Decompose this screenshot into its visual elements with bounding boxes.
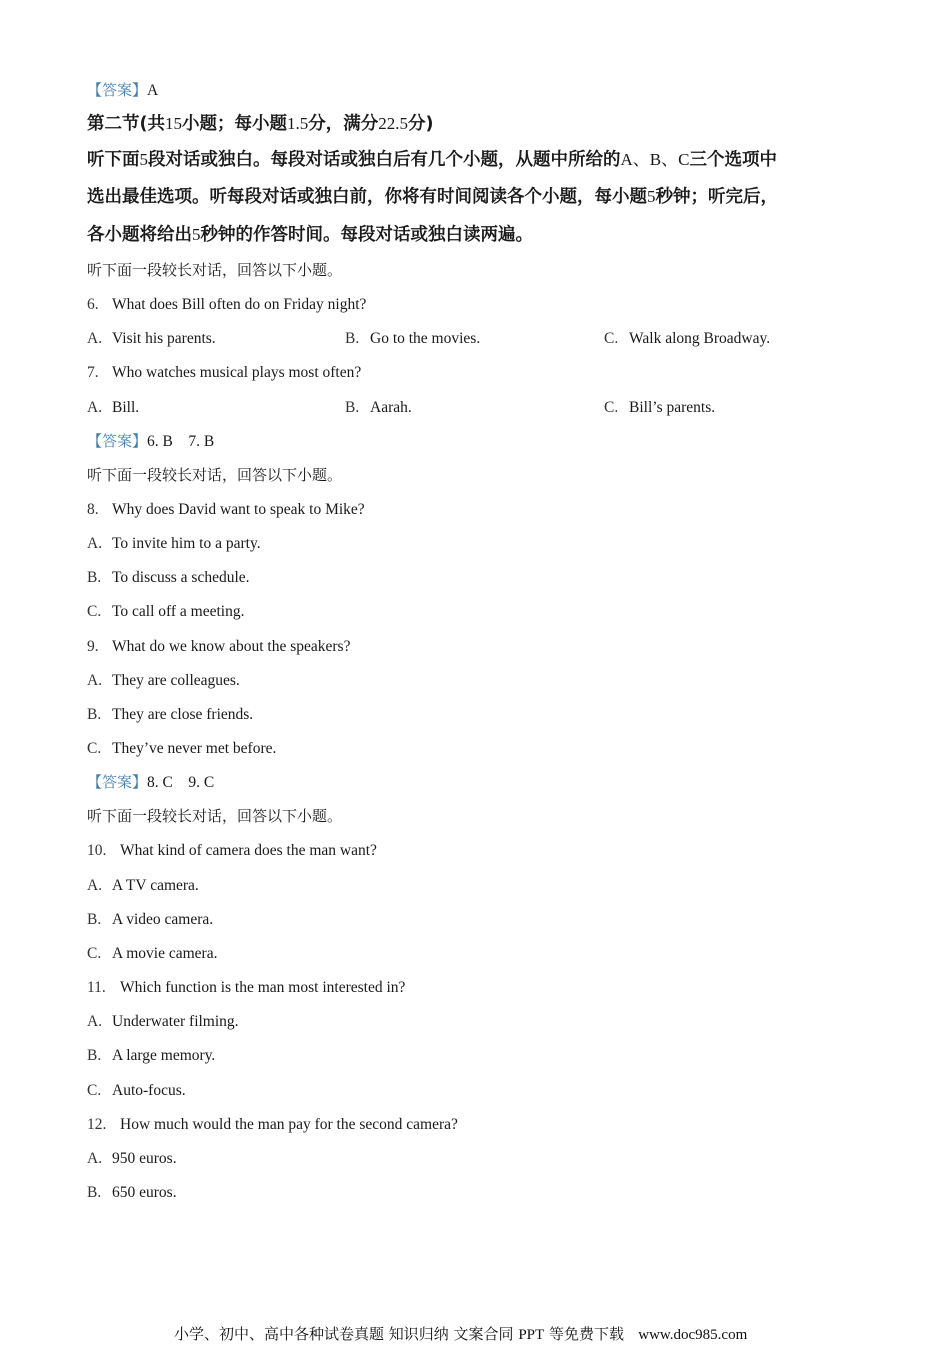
group-prompt: 听下面一段较长对话，回答以下小题。 [87, 807, 343, 825]
instruction-text: 听下面 [87, 150, 140, 170]
section-heading [87, 113, 434, 135]
option-letter: B. [87, 911, 102, 928]
option-c [87, 944, 217, 964]
option-b [345, 329, 480, 349]
option-text: They are close friends. [112, 706, 254, 723]
question-number: 12. [87, 1116, 107, 1133]
instruction-number: 5 [139, 150, 148, 169]
question-text: What kind of camera does the man want? [120, 842, 377, 859]
question-10 [87, 841, 377, 861]
section-count: 15 [165, 114, 182, 133]
option-a [87, 876, 199, 896]
question-number: 10. [87, 842, 107, 859]
question-text: Which function is the man most interested in? [120, 979, 406, 996]
question-8 [87, 500, 365, 520]
answer-line [87, 772, 214, 793]
option-a [87, 398, 139, 418]
option-text: Bill. [112, 399, 140, 416]
option-c [604, 398, 715, 418]
option-a [87, 329, 216, 349]
question-number: 7. [87, 364, 99, 381]
section-per-score: 1.5 [287, 114, 309, 133]
option-c [87, 739, 276, 759]
instruction-line-2 [87, 186, 778, 208]
option-text: Go to the movies. [370, 330, 481, 347]
option-letter: C. [87, 945, 102, 962]
instruction-text: 秒钟的作答时间。每段对话或独白读两遍。 [200, 225, 533, 245]
option-a [87, 671, 240, 691]
option-letter: A. [87, 399, 103, 416]
option-letter: A. [87, 672, 103, 689]
option-letter: A. [87, 535, 103, 552]
section-total-score: 22.5 [378, 114, 408, 133]
option-b [345, 398, 412, 418]
option-text: Walk along Broadway. [629, 330, 771, 347]
instruction-number: 5 [647, 187, 656, 206]
answer-tag: 【答案】 [87, 432, 148, 450]
option-a [87, 1149, 177, 1169]
option-text: Underwater filming. [112, 1013, 239, 1030]
group-prompt: 听下面一段较长对话，回答以下小题。 [87, 466, 343, 484]
instruction-number: 5 [192, 225, 201, 244]
option-letter: C. [604, 399, 619, 416]
option-b [87, 910, 213, 930]
option-c [604, 329, 770, 349]
option-letter: A. [87, 330, 103, 347]
answer-tag: 【答案】 [87, 773, 148, 791]
footer-url-link[interactable]: www.doc985.com [638, 1327, 748, 1343]
instruction-text: 秒钟；听完后， [655, 187, 778, 207]
option-b [87, 568, 250, 588]
question-9 [87, 637, 350, 657]
footer-text: 小学、初中、高中各种试卷真题 知识归纳 文案合同 [174, 1325, 519, 1343]
option-text: A movie camera. [112, 945, 218, 962]
question-number: 8. [87, 501, 99, 518]
instruction-text: 各小题将给出 [87, 225, 192, 245]
answer-value: A [147, 82, 159, 99]
option-text: Visit his parents. [112, 330, 216, 347]
option-a [87, 1012, 239, 1032]
option-letter: B. [345, 399, 360, 416]
option-text: They are colleagues. [112, 672, 240, 689]
question-number: 11. [87, 979, 106, 996]
answer-line [87, 431, 214, 452]
question-text: Who watches musical plays most often? [112, 364, 362, 381]
question-number: 9. [87, 638, 99, 655]
section-title-part: 第二节(共 [87, 114, 165, 134]
instruction-text: 选出最佳选项。听每段对话或独白前，你将有时间阅读各个小题，每小题 [87, 187, 647, 207]
answer-line-top [87, 80, 158, 101]
question-text: How much would the man pay for the second camera? [120, 1116, 458, 1133]
option-b [87, 1183, 177, 1203]
footer-text: 等免费下载 [544, 1325, 639, 1343]
question-11 [87, 978, 405, 998]
option-b [87, 705, 253, 725]
question-number: 6. [87, 296, 99, 313]
option-letter: B. [87, 706, 102, 723]
instruction-line-3 [87, 224, 533, 246]
option-text: A video camera. [112, 911, 214, 928]
footer-text: PPT [518, 1327, 545, 1343]
option-b [87, 1046, 215, 1066]
option-text: To call off a meeting. [112, 603, 245, 620]
option-letter: C. [604, 330, 619, 347]
section-title-part: 分) [408, 114, 434, 134]
option-text: Bill’s parents. [629, 399, 716, 416]
option-letter: A. [87, 1013, 103, 1030]
question-text: What do we know about the speakers? [112, 638, 351, 655]
answer-value: 6. B 7. B [147, 433, 215, 450]
option-text: 650 euros. [112, 1184, 177, 1201]
question-7 [87, 363, 361, 383]
option-text: A TV camera. [112, 877, 199, 894]
option-letter: C. [87, 603, 102, 620]
question-text: What does Bill often do on Friday night? [112, 296, 367, 313]
option-letter: B. [87, 569, 102, 586]
option-c [87, 602, 244, 622]
option-text: 950 euros. [112, 1150, 177, 1167]
option-letter: C. [87, 740, 102, 757]
option-text: Auto-focus. [112, 1082, 186, 1099]
option-text: Aarah. [370, 399, 412, 416]
option-letter: B. [87, 1047, 102, 1064]
option-c [87, 1081, 186, 1101]
option-text: They’ve never met before. [112, 740, 277, 757]
section-title-part: 分，满分 [308, 114, 379, 134]
page-footer [174, 1324, 747, 1345]
option-text: To discuss a schedule. [112, 569, 250, 586]
option-letter: B. [87, 1184, 102, 1201]
question-text: Why does David want to speak to Mike? [112, 501, 365, 518]
option-letter: C. [87, 1082, 102, 1099]
instruction-text: 三个选项中 [689, 150, 777, 170]
question-6 [87, 295, 366, 315]
option-letter: A. [87, 1150, 103, 1167]
instruction-text: 段对话或独白。每段对话或独白后有几个小题，从题中所给的 [148, 150, 621, 170]
instruction-line-1 [87, 149, 777, 171]
option-a [87, 534, 261, 554]
instruction-options: A、B、C [620, 150, 690, 169]
answer-value: 8. C 9. C [147, 774, 215, 791]
answer-tag: 【答案】 [87, 81, 148, 99]
option-text: To invite him to a party. [112, 535, 261, 552]
question-12 [87, 1115, 458, 1135]
option-text: A large memory. [112, 1047, 216, 1064]
group-prompt: 听下面一段较长对话，回答以下小题。 [87, 261, 343, 279]
option-letter: B. [345, 330, 360, 347]
option-letter: A. [87, 877, 103, 894]
section-title-part: 小题；每小题 [182, 114, 287, 134]
